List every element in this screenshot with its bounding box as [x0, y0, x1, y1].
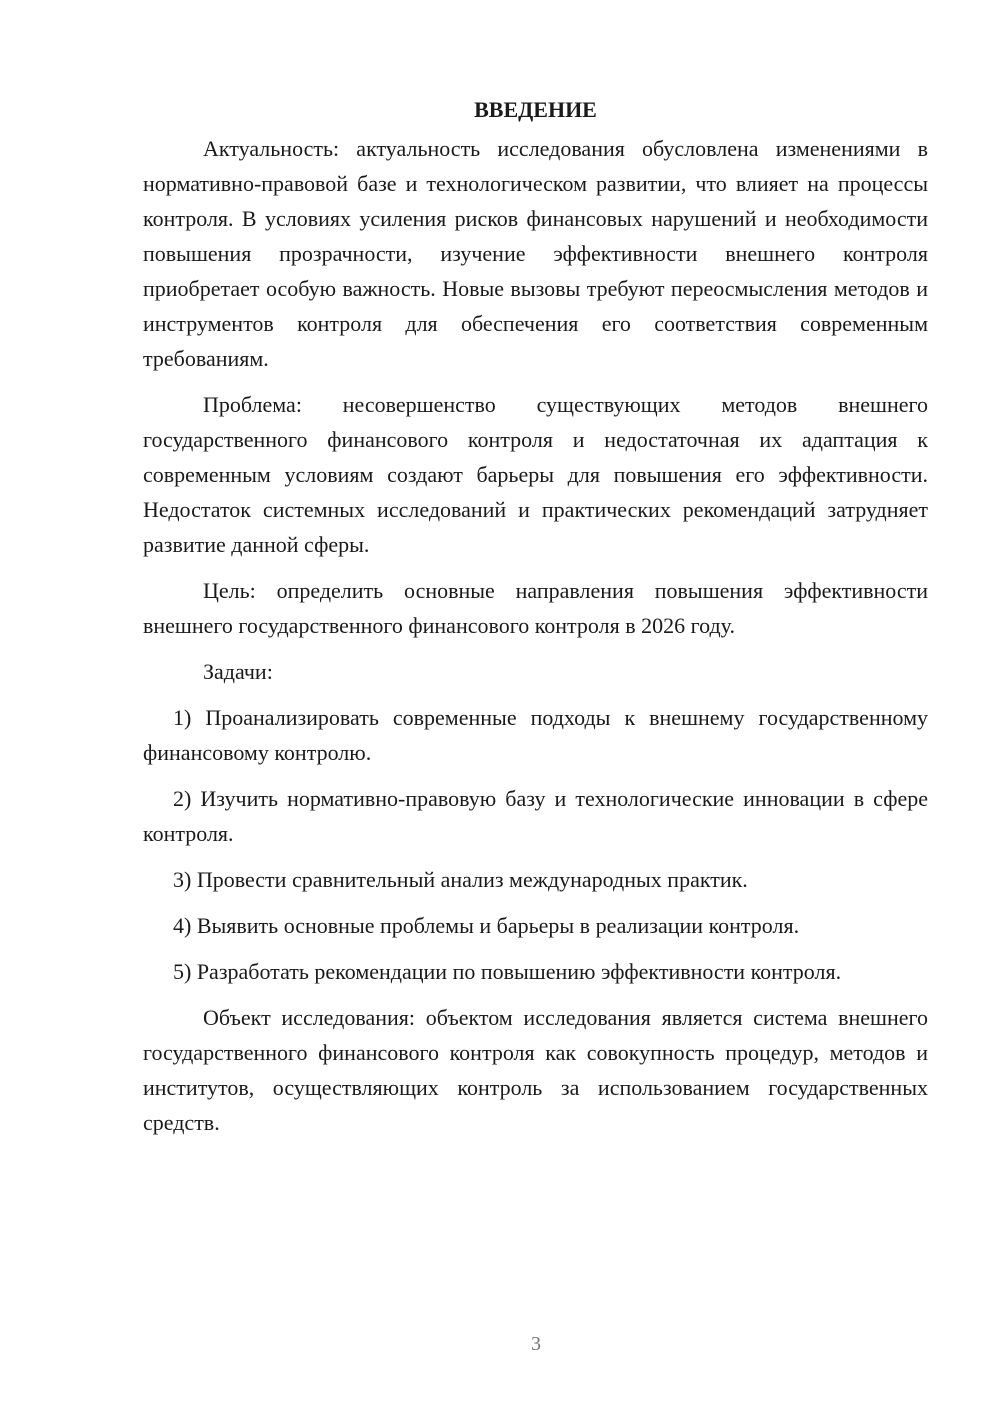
document-page — [143, 92, 928, 1151]
object-paragraph: Объект исследования: объектом исследования является система внешнего государственного финансового контроля как совокупность процедур, методов и институтов, осуществляющих контроль за использованием государственных средств. — [143, 1005, 928, 1135]
tasks-heading: Задачи: — [203, 659, 273, 684]
task-item-1: 1) Проанализировать современные подходы к внешнему государственному финансовому контролю. — [143, 705, 928, 765]
page-number: 3 — [531, 1333, 541, 1355]
task-item-2: 2) Изучить нормативно-правовую базу и технологические инновации в сфере контроля. — [143, 786, 928, 846]
relevance-paragraph: Актуальность: актуальность исследования обусловлена изменениями в нормативно-правовой базе и технологическом развитии, что влияет на процессы контроля. В условиях усиления рисков финансовых нарушений и необходимости повышения прозрачности, изучение эффективности внешнего контроля приобретает особую важность. Новые вызовы требуют переосмысления методов и инструментов контроля для обеспечения его соответствия современным требованиям. — [143, 136, 928, 371]
goal-paragraph: Цель: определить основные направления повышения эффективности внешнего государственного финансового контроля в 2026 году. — [143, 578, 928, 638]
problem-paragraph: Проблема: несовершенство существующих методов внешнего государственного финансового контроля и недостаточная их адаптация к современным условиям создают барьеры для повышения его эффективности. Недостаток системных исследований и практических рекомендаций затрудняет развитие данной сферы. — [143, 392, 928, 557]
task-item-4: 4) Выявить основные проблемы и барьеры в реализации контроля. — [173, 913, 800, 938]
task-item-5: 5) Разработать рекомендации по повышению эффективности контроля. — [173, 959, 842, 984]
task-item-3: 3) Провести сравнительный анализ международных практик. — [173, 867, 748, 892]
section-heading: ВВЕДЕНИЕ — [474, 97, 597, 122]
